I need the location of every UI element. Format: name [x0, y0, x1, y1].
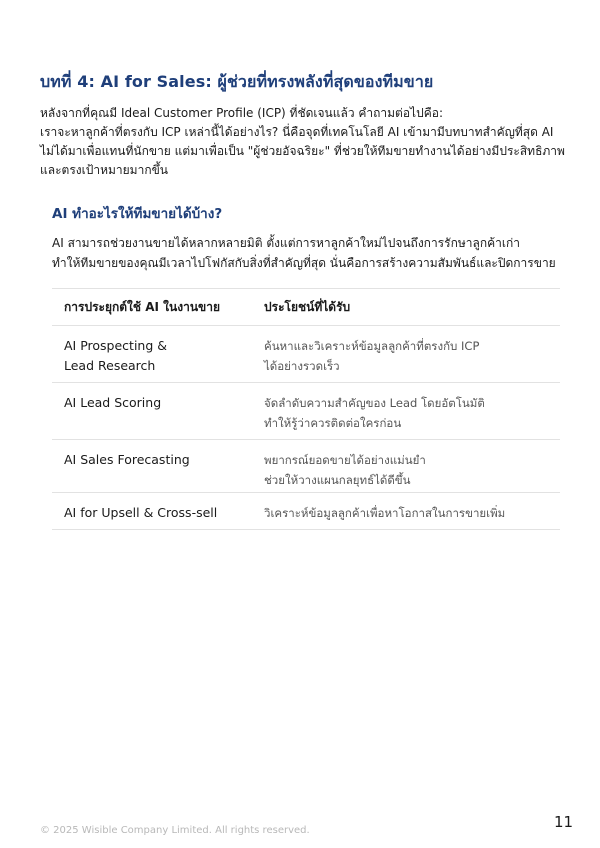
application-text: AI for Upsell & Cross-sell: [64, 505, 218, 520]
benefit-cell: [264, 440, 560, 493]
application-cell: [52, 383, 264, 440]
benefit-text: ช่วยให้วางแผนกลยุทธ์ได้ดีขึ้น: [264, 473, 411, 487]
intro-line: เราจะหาลูกค้าที่ตรงกับ ICP เหล่านี้ได้อย่างไร? นี่คือจุดที่เทคโนโลยี AI เข้ามามีบทบาทสำคัญที่สุด AI: [40, 125, 554, 139]
table-row: [52, 493, 560, 530]
benefit-text: ได้อย่างรวดเร็ว: [264, 359, 340, 373]
table-row: [52, 383, 560, 440]
page-number: 11: [554, 813, 574, 831]
application-text: AI Prospecting &: [64, 338, 168, 353]
intro-line: และตรงเป้าหมายมากขึ้น: [40, 163, 168, 177]
section-paragraph: [52, 233, 567, 273]
table-row: [52, 326, 560, 383]
application-cell: [52, 493, 264, 530]
table-header-row: [52, 289, 560, 326]
intro-line: หลังจากที่คุณมี Ideal Customer Profile (ICP) ที่ชัดเจนแล้ว คำถามต่อไปคือ:: [40, 106, 443, 120]
section-line: AI สามารถช่วยงานขายได้หลากหลายมิติ ตั้งแต่การหาลูกค้าใหม่ไปจนถึงการรักษาลูกค้าเก่า: [52, 236, 520, 250]
application-cell: [52, 326, 264, 383]
section-heading: AI ทำอะไรให้ทีมขายได้บ้าง?: [52, 206, 223, 222]
benefit-text: ค้นหาและวิเคราะห์ข้อมูลลูกค้าที่ตรงกับ ICP: [264, 339, 480, 353]
benefit-text: จัดลำดับความสำคัญของ Lead โดยอัตโนมัติ: [264, 396, 485, 410]
benefit-text: วิเคราะห์ข้อมูลลูกค้าเพื่อหาโอกาสในการขายเพิ่ม: [264, 506, 506, 520]
benefit-text: ทำให้รู้ว่าควรติดต่อใครก่อน: [264, 416, 402, 430]
page-title: บทที่ 4: AI for Sales: ผู้ช่วยที่ทรงพลังที่สุดของทีมขาย: [40, 72, 434, 91]
column-header-benefit: ประโยชน์ที่ได้รับ: [264, 289, 560, 326]
application-text: AI Lead Scoring: [64, 395, 162, 410]
benefits-table: [52, 288, 560, 530]
benefit-cell: [264, 493, 560, 530]
application-text: Lead Research: [64, 358, 156, 373]
intro-paragraph: [40, 104, 570, 180]
application-cell: [52, 440, 264, 493]
column-header-application: การประยุกต์ใช้ AI ในงานขาย: [52, 289, 264, 326]
benefit-cell: [264, 383, 560, 440]
benefit-cell: [264, 326, 560, 383]
footer-copyright: © 2025 Wisible Company Limited. All rights reserved.: [40, 825, 310, 836]
table-row: [52, 440, 560, 493]
benefit-text: พยากรณ์ยอดขายได้อย่างแม่นยำ: [264, 453, 426, 467]
section-line: ทำให้ทีมขายของคุณมีเวลาไปโฟกัสกับสิ่งที่สำคัญที่สุด นั่นคือการสร้างความสัมพันธ์และปิดการขาย: [52, 256, 556, 270]
intro-line: ไม่ได้มาเพื่อแทนที่นักขาย แต่มาเพื่อเป็น "ผู้ช่วยอัจฉริยะ" ที่ช่วยให้ทีมขายทำงานได้อย่างมีประสิทธิภาพ: [40, 144, 565, 158]
application-text: AI Sales Forecasting: [64, 452, 190, 467]
